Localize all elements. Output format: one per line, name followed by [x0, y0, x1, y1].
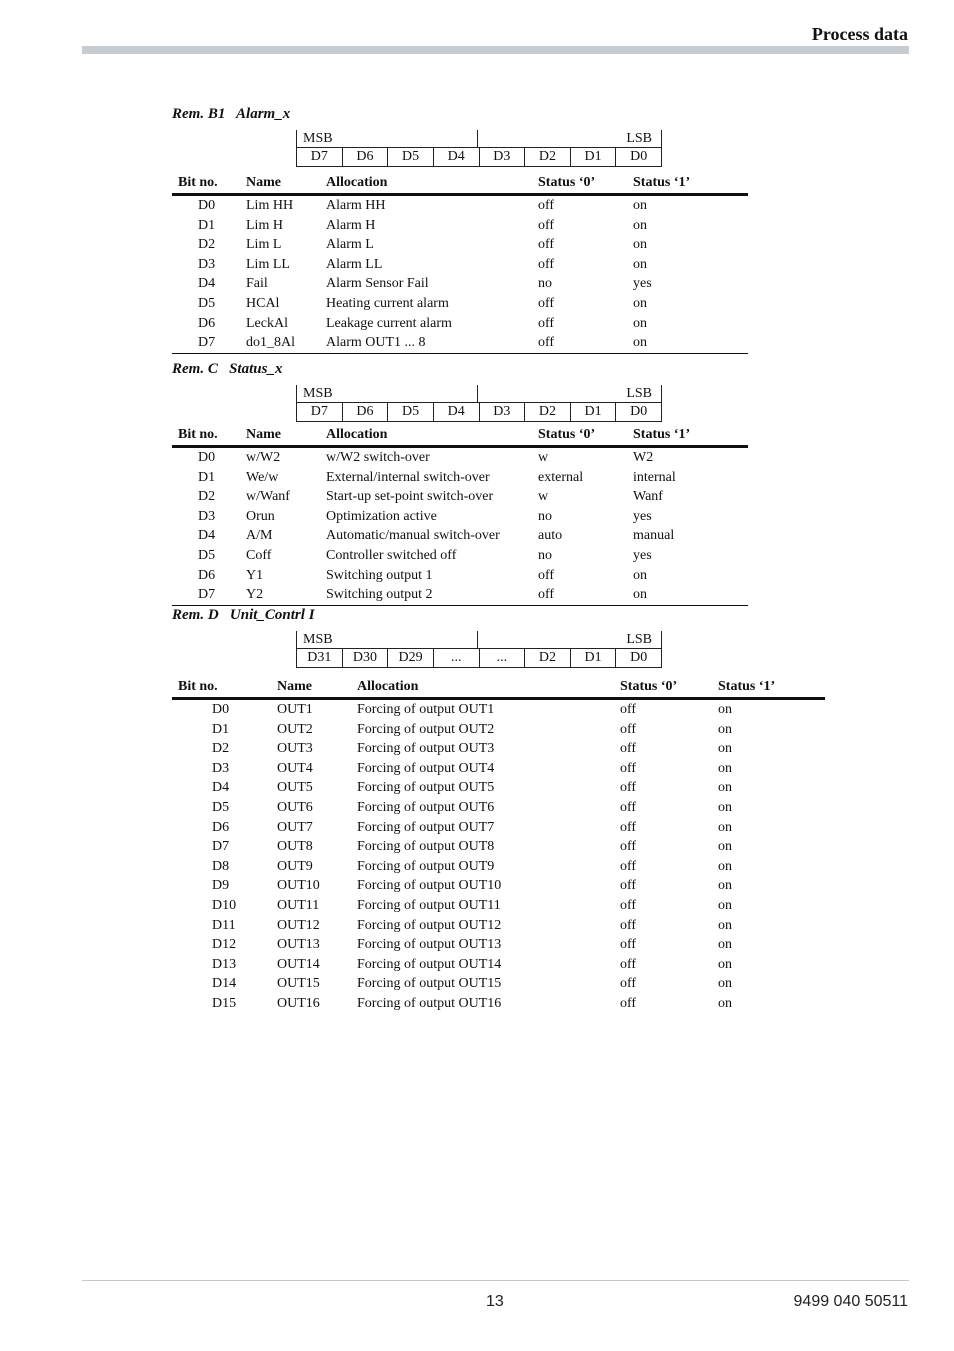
column-header: Status ‘1’ [633, 175, 691, 190]
table-cell: on [633, 295, 647, 311]
table-row [172, 700, 825, 720]
msb-label: MSB [303, 632, 333, 647]
table-cell: OUT4 [277, 760, 313, 776]
table-cell: off [538, 315, 555, 331]
table-cell: Forcing of output OUT13 [357, 937, 502, 953]
bit-cell: D5 [388, 148, 434, 166]
table-cell: on [718, 839, 732, 855]
table-cell: D6 [198, 567, 216, 583]
bit-cell: D0 [630, 650, 648, 665]
bit-cell: D7 [297, 403, 343, 421]
table-cell: yes [633, 547, 652, 563]
table-cell: D9 [212, 878, 230, 894]
table-body [172, 196, 748, 354]
table-cell: OUT8 [277, 839, 313, 855]
table-cell: OUT2 [277, 721, 313, 737]
table-cell: w [538, 450, 549, 465]
table-cell: D6 [212, 819, 230, 835]
table-cell: D6 [198, 315, 216, 331]
table-row [172, 720, 825, 740]
table-cell: Forcing of output OUT9 [357, 858, 495, 874]
table-cell: D14 [212, 976, 237, 992]
table-cell: no [538, 547, 552, 563]
table-header [172, 174, 748, 196]
table-cell: External/internal switch-over [326, 469, 490, 485]
column-header: Allocation [326, 427, 388, 442]
bit-cell: D0 [630, 404, 648, 419]
table-cell: off [620, 799, 637, 815]
table-cell: Forcing of output OUT12 [357, 917, 502, 933]
table-body [172, 448, 748, 606]
table-row [172, 818, 825, 838]
table-cell: D12 [212, 937, 237, 953]
bit-cell: D31 [297, 649, 343, 667]
table-cell: off [538, 295, 555, 311]
table-cell: on [718, 917, 732, 933]
table-cell: OUT13 [277, 937, 320, 953]
table-cell: do1_8Al [246, 335, 295, 351]
table-row [172, 994, 825, 1014]
table-row [172, 837, 825, 857]
table-cell: w [538, 489, 549, 505]
bit-cell: D6 [343, 403, 389, 421]
table-cell: off [538, 237, 555, 253]
table-row [172, 935, 825, 955]
table-cell: D5 [198, 295, 216, 311]
column-header: Status ‘0’ [538, 427, 596, 442]
table-row [172, 798, 825, 818]
bit-cell: D1 [571, 649, 617, 667]
table-cell: no [538, 276, 552, 292]
table-cell: We/w [246, 469, 279, 485]
table-cell: off [538, 198, 555, 213]
bit-divider [477, 130, 478, 147]
table-cell: LeckAl [246, 315, 288, 331]
table-row [172, 314, 748, 334]
table-cell: D5 [212, 799, 230, 815]
table-cell: w/W2 [246, 450, 281, 465]
table-row [172, 216, 748, 236]
table-cell: OUT12 [277, 917, 320, 933]
table-cell: on [718, 819, 732, 835]
table-cell: D7 [198, 335, 216, 351]
table-row [172, 739, 825, 759]
column-header: Allocation [326, 175, 388, 190]
bit-divider [477, 385, 478, 402]
table-cell: Alarm L [326, 237, 374, 253]
table-cell: yes [633, 508, 652, 524]
table-cell: Forcing of output OUT7 [357, 819, 495, 835]
bit-table [172, 174, 748, 354]
table-cell: off [620, 995, 637, 1011]
bit-cell: D1 [571, 148, 617, 166]
table-cell: D7 [212, 839, 230, 855]
table-cell: Lim H [246, 217, 283, 233]
table-cell: Forcing of output OUT15 [357, 976, 502, 992]
bit-cell: D2 [525, 148, 571, 166]
table-row [172, 566, 748, 586]
document-number: 9499 040 50511 [793, 1293, 908, 1310]
table-row [172, 585, 748, 605]
table-cell: Orun [246, 508, 275, 524]
table-cell: D0 [198, 198, 216, 213]
table-cell: off [620, 878, 637, 894]
table-cell: off [620, 839, 637, 855]
table-cell: Y1 [246, 567, 264, 583]
table-cell: on [633, 587, 647, 603]
msb-label: MSB [303, 386, 333, 401]
table-cell: Switching output 2 [326, 587, 433, 603]
table-cell: D1 [212, 721, 230, 737]
column-header: Name [246, 175, 281, 190]
table-cell: D2 [198, 489, 216, 505]
table-row [172, 235, 748, 255]
table-cell: on [718, 995, 732, 1011]
bit-table [172, 426, 748, 606]
footer-rule [82, 1280, 909, 1281]
table-cell: OUT3 [277, 741, 313, 757]
table-cell: Controller switched off [326, 547, 457, 563]
table-cell: off [538, 587, 555, 603]
table-cell: on [718, 956, 732, 972]
table-cell: Alarm LL [326, 256, 383, 272]
table-cell: on [633, 256, 647, 272]
table-cell: off [620, 956, 637, 972]
table-row [172, 857, 825, 877]
column-header: Bit no. [178, 679, 218, 694]
table-cell: off [620, 917, 637, 933]
column-header: Status ‘0’ [620, 679, 678, 694]
table-cell: D3 [198, 256, 216, 272]
table-cell: auto [538, 528, 563, 544]
bit-cell: D6 [343, 148, 389, 166]
table-row [172, 274, 748, 294]
table-cell: D0 [198, 450, 216, 465]
table-cell: Wanf [633, 489, 663, 505]
lsb-label: LSB [626, 131, 652, 146]
table-cell: off [620, 819, 637, 835]
table-cell: OUT15 [277, 976, 320, 992]
table-body [172, 700, 825, 1014]
table-cell: on [718, 858, 732, 874]
header-bar [82, 46, 909, 54]
table-cell: HCAl [246, 295, 280, 311]
page-header-title: Process data [811, 24, 908, 44]
table-cell: W2 [633, 450, 654, 465]
section-title: Rem. C Status_x [172, 361, 283, 377]
bit-cell: ... [434, 649, 480, 667]
table-cell: internal [633, 469, 676, 485]
table-row [172, 294, 748, 314]
page-number: 13 [486, 1293, 504, 1310]
table-cell: Forcing of output OUT8 [357, 839, 495, 855]
table-header [172, 678, 825, 700]
table-cell: D4 [198, 276, 216, 292]
table-cell: external [538, 469, 584, 485]
bit-divider [477, 631, 478, 648]
table-cell: Alarm HH [326, 198, 386, 213]
column-header: Bit no. [178, 427, 218, 442]
table-cell: D5 [198, 547, 216, 563]
table-cell: D7 [198, 587, 216, 603]
table-cell: off [538, 217, 555, 233]
section-title: Rem. B1 Alarm_x [172, 106, 291, 122]
table-cell: Alarm Sensor Fail [326, 276, 429, 292]
table-cell: on [718, 721, 732, 737]
table-cell: off [620, 858, 637, 874]
column-header: Allocation [357, 679, 419, 694]
table-cell: Forcing of output OUT2 [357, 721, 495, 737]
bit-cell: D2 [525, 649, 571, 667]
table-cell: D8 [212, 858, 230, 874]
table-cell: off [620, 780, 637, 796]
table-row [172, 876, 825, 896]
table-cell: manual [633, 528, 675, 544]
table-cell: Forcing of output OUT6 [357, 799, 495, 815]
table-row [172, 916, 825, 936]
table-cell: D10 [212, 897, 237, 913]
table-cell: Forcing of output OUT14 [357, 956, 502, 972]
table-cell: D1 [198, 469, 216, 485]
table-row [172, 196, 748, 216]
section-title: Rem. D Unit_Contrl I [172, 607, 315, 623]
table-cell: Coff [246, 547, 272, 563]
table-cell: D2 [198, 237, 216, 253]
msb-label: MSB [303, 131, 333, 146]
table-row [172, 448, 748, 468]
table-cell: Lim LL [246, 256, 290, 272]
table-row [172, 778, 825, 798]
bit-cell: D7 [297, 148, 343, 166]
table-cell: D13 [212, 956, 237, 972]
bit-table [172, 678, 825, 1014]
lsb-label: LSB [626, 386, 652, 401]
bit-cell: D29 [388, 649, 434, 667]
table-cell: OUT10 [277, 878, 320, 894]
table-cell: off [620, 721, 637, 737]
table-cell: D4 [212, 780, 230, 796]
table-cell: D1 [198, 217, 216, 233]
bit-order-diagram [296, 385, 662, 422]
table-cell: off [538, 256, 555, 272]
table-row [172, 487, 748, 507]
bit-cell: D0 [630, 149, 648, 164]
column-header: Name [246, 427, 281, 442]
table-cell: on [718, 702, 732, 717]
bit-cell: D2 [525, 403, 571, 421]
table-cell: off [620, 760, 637, 776]
table-cell: off [620, 897, 637, 913]
bit-cell: D4 [434, 148, 480, 166]
table-cell: off [620, 741, 637, 757]
table-cell: on [718, 741, 732, 757]
table-row [172, 546, 748, 566]
table-cell: on [718, 760, 732, 776]
table-row [172, 333, 748, 353]
table-cell: D3 [212, 760, 230, 776]
table-row [172, 255, 748, 275]
table-cell: A/M [246, 528, 273, 544]
table-cell: off [620, 937, 637, 953]
table-cell: D11 [212, 917, 236, 933]
table-cell: OUT1 [277, 702, 313, 717]
column-header: Status ‘1’ [633, 427, 691, 442]
table-cell: Heating current alarm [326, 295, 449, 311]
table-cell: on [633, 217, 647, 233]
table-cell: Lim HH [246, 198, 294, 213]
table-cell: yes [633, 276, 652, 292]
table-cell: OUT11 [277, 897, 320, 913]
table-cell: D3 [198, 508, 216, 524]
table-cell: Forcing of output OUT10 [357, 878, 502, 894]
bit-cell: D3 [480, 403, 526, 421]
table-cell: on [718, 897, 732, 913]
table-cell: on [633, 315, 647, 331]
table-cell: OUT7 [277, 819, 313, 835]
table-cell: Start-up set-point switch-over [326, 489, 494, 505]
table-cell: OUT5 [277, 780, 313, 796]
table-cell: Forcing of output OUT4 [357, 760, 495, 776]
table-cell: Switching output 1 [326, 567, 433, 583]
table-row [172, 526, 748, 546]
table-cell: off [538, 335, 555, 351]
bit-cell: D4 [434, 403, 480, 421]
bit-order-diagram [296, 631, 662, 668]
table-cell: D2 [212, 741, 230, 757]
table-cell: w/W2 switch-over [326, 450, 430, 465]
table-cell: Leakage current alarm [326, 315, 452, 331]
bit-cell: ... [480, 649, 526, 667]
table-cell: OUT9 [277, 858, 313, 874]
table-cell: Lim L [246, 237, 282, 253]
table-cell: Forcing of output OUT16 [357, 995, 502, 1011]
table-cell: off [620, 702, 637, 717]
table-cell: Forcing of output OUT3 [357, 741, 495, 757]
table-cell: Alarm OUT1 ... 8 [326, 335, 426, 351]
table-cell: off [538, 567, 555, 583]
bit-cell: D30 [343, 649, 389, 667]
bit-cell: D5 [388, 403, 434, 421]
column-header: Name [277, 679, 312, 694]
table-cell: on [718, 878, 732, 894]
table-cell: OUT14 [277, 956, 320, 972]
table-cell: on [718, 799, 732, 815]
table-cell: on [633, 198, 647, 213]
table-cell: off [620, 976, 637, 992]
table-cell: on [633, 237, 647, 253]
table-cell: Forcing of output OUT5 [357, 780, 495, 796]
table-cell: on [718, 976, 732, 992]
table-cell: on [718, 937, 732, 953]
column-header: Status ‘0’ [538, 175, 596, 190]
table-row [172, 955, 825, 975]
table-cell: on [633, 335, 647, 351]
table-cell: D4 [198, 528, 216, 544]
table-cell: Optimization active [326, 508, 437, 524]
table-row [172, 974, 825, 994]
table-row [172, 759, 825, 779]
table-cell: OUT6 [277, 799, 313, 815]
table-cell: on [633, 567, 647, 583]
table-cell: Y2 [246, 587, 264, 603]
table-cell: w/Wanf [246, 489, 290, 505]
table-header [172, 426, 748, 448]
bit-order-diagram [296, 130, 662, 167]
table-cell: no [538, 508, 552, 524]
table-row [172, 468, 748, 488]
table-cell: D0 [212, 702, 230, 717]
bit-cell: D1 [571, 403, 617, 421]
column-header: Status ‘1’ [718, 679, 776, 694]
table-cell: on [718, 780, 732, 796]
table-cell: Fail [246, 276, 268, 292]
table-cell: D15 [212, 995, 237, 1011]
bit-cell: D3 [480, 148, 526, 166]
lsb-label: LSB [626, 632, 652, 647]
table-cell: OUT16 [277, 995, 320, 1011]
table-row [172, 507, 748, 527]
table-cell: Forcing of output OUT1 [357, 702, 495, 717]
table-cell: Alarm H [326, 217, 376, 233]
column-header: Bit no. [178, 175, 218, 190]
table-row [172, 896, 825, 916]
table-cell: Automatic/manual switch-over [326, 528, 500, 544]
table-cell: Forcing of output OUT11 [357, 897, 501, 913]
